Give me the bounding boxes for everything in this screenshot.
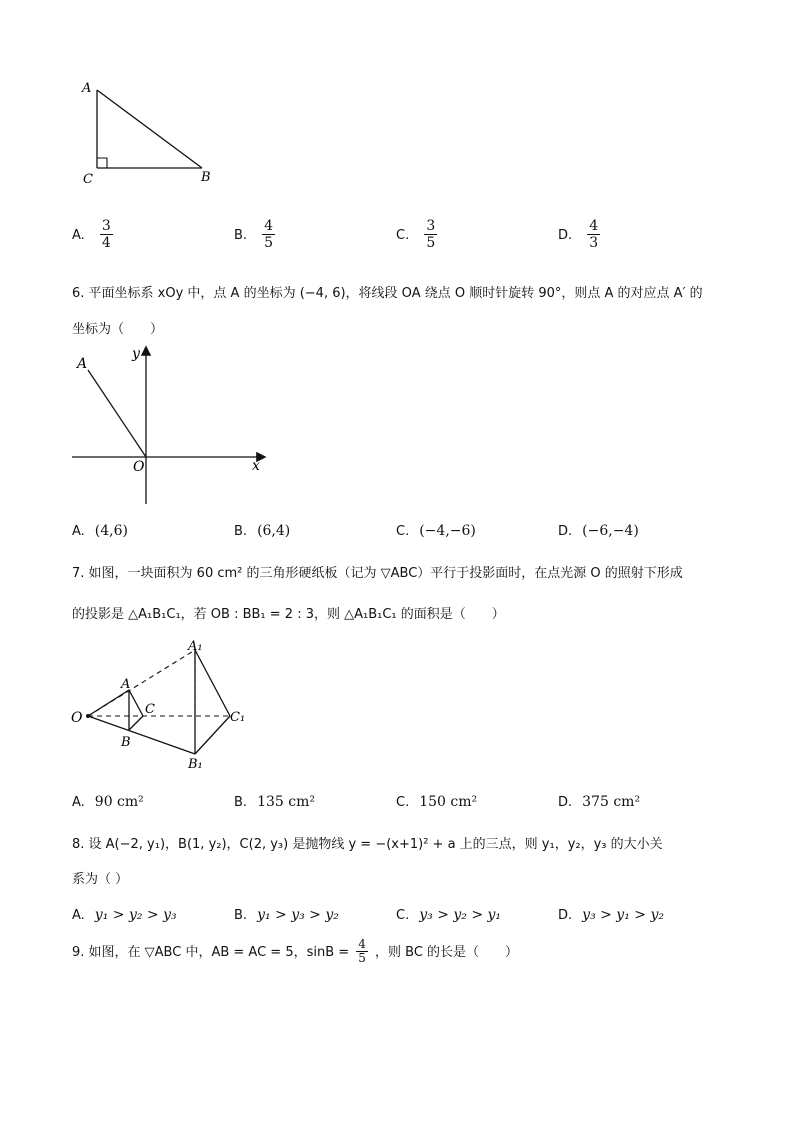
ray-o-b1 <box>88 716 195 754</box>
label-c: C <box>83 172 93 187</box>
option-fraction: $\frac{3}{4}$ <box>101 218 111 251</box>
label-b: B <box>201 170 211 185</box>
q5-option-d[interactable] <box>558 218 600 251</box>
q6-stem-line2: 坐标为（ ） <box>72 322 164 337</box>
q9-prefix: 9. 如图，在 ▽ABC 中，AB = AC = 5，sinB = <box>72 945 350 960</box>
q8-option-c[interactable]: C. y₃ > y₂ > y₁ <box>396 907 502 923</box>
segment-ac <box>129 690 143 716</box>
q5-option-a[interactable] <box>72 218 113 251</box>
right-angle-mark <box>97 158 107 168</box>
figure-right-triangle <box>70 70 230 200</box>
label-c1: C₁ <box>230 710 246 725</box>
q6-option-a[interactable]: A. (4,6) <box>72 523 128 539</box>
segment-oa <box>88 370 146 457</box>
label-a: A <box>77 356 88 372</box>
light-source-point <box>86 714 90 718</box>
q5-option-b[interactable] <box>234 218 275 251</box>
option-fraction: $\frac{4}{5}$ <box>264 218 274 251</box>
label-o: O <box>133 459 145 475</box>
label-b: B <box>121 735 131 750</box>
q9-suffix: ，则 BC 的长是（ ） <box>375 945 519 960</box>
label-a1: A₁ <box>188 639 203 654</box>
q7-stem-line2: 的投影是 △A₁B₁C₁，若 OB : BB₁ = 2 : 3，则 △A₁B₁C₁ 的面积是（ ） <box>72 607 505 622</box>
q7-stem-line1: 7. 如图，一块面积为 60 cm² 的三角形硬纸板（记为 ▽ABC）平行于投影面时，在点光源 O 的照射下形成 <box>72 566 683 581</box>
label-x: x <box>252 458 260 474</box>
option-letter: C. <box>396 228 410 243</box>
label-o: O <box>71 710 83 726</box>
q8-option-a[interactable]: A. y₁ > y₂ > y₃ <box>72 907 177 923</box>
q8-stem-line2: 系为（ ） <box>72 872 129 887</box>
q7-option-c[interactable]: C. 150 cm² <box>396 794 478 810</box>
q8-options <box>72 904 722 926</box>
label-a: A <box>121 677 131 692</box>
q6-option-b[interactable]: B. (6,4) <box>234 523 291 539</box>
q8-option-d[interactable]: D. y₃ > y₁ > y₂ <box>558 907 664 923</box>
option-fraction: $\frac{4}{3}$ <box>589 218 599 251</box>
q6-option-d[interactable]: D. (−6,−4) <box>558 523 639 539</box>
q8-stem-line1: 8. 设 A(−2, y₁)，B(1, y₂)，C(2, y₃) 是抛物线 y = −(x+1)² + a 上的三点，则 y₁，y₂，y₃ 的大小关 <box>72 837 663 852</box>
figure-projection <box>68 638 258 773</box>
label-y: y <box>132 346 140 362</box>
q7-option-d[interactable]: D. 375 cm² <box>558 794 641 810</box>
label-b1: B₁ <box>188 757 203 772</box>
q9-stem <box>72 938 518 965</box>
q7-option-b[interactable]: B. 135 cm² <box>234 794 315 810</box>
segment-bc <box>129 716 143 730</box>
q9-fraction: $\frac{4}{5}$ <box>358 937 366 965</box>
q7-option-a[interactable]: A. 90 cm² <box>72 794 144 810</box>
option-letter: A. <box>72 228 85 243</box>
option-letter: B. <box>234 228 248 243</box>
q6-stem-line1: 6. 平面坐标系 xOy 中，点 A 的坐标为 (−4, 6)，将线段 OA 绕点 O 顺时针旋转 90°，则点 A 的对应点 A′ 的 <box>72 286 703 301</box>
option-fraction: $\frac{3}{5}$ <box>426 218 436 251</box>
figure-coordinate-plane <box>68 342 278 507</box>
segment-o-a <box>88 690 129 716</box>
q5-option-c[interactable] <box>396 218 437 251</box>
label-a: A <box>82 81 92 96</box>
q5-options <box>72 218 722 258</box>
q6-options <box>72 520 722 542</box>
q8-option-b[interactable]: B. y₁ > y₃ > y₂ <box>234 907 339 923</box>
segment-a1c1 <box>195 650 230 716</box>
label-c: C <box>145 702 155 717</box>
segment-b1c1 <box>195 716 230 754</box>
option-letter: D. <box>558 228 573 243</box>
q7-options <box>72 791 722 813</box>
segment-ab <box>97 90 202 168</box>
q6-option-c[interactable]: C. (−4,−6) <box>396 523 476 539</box>
